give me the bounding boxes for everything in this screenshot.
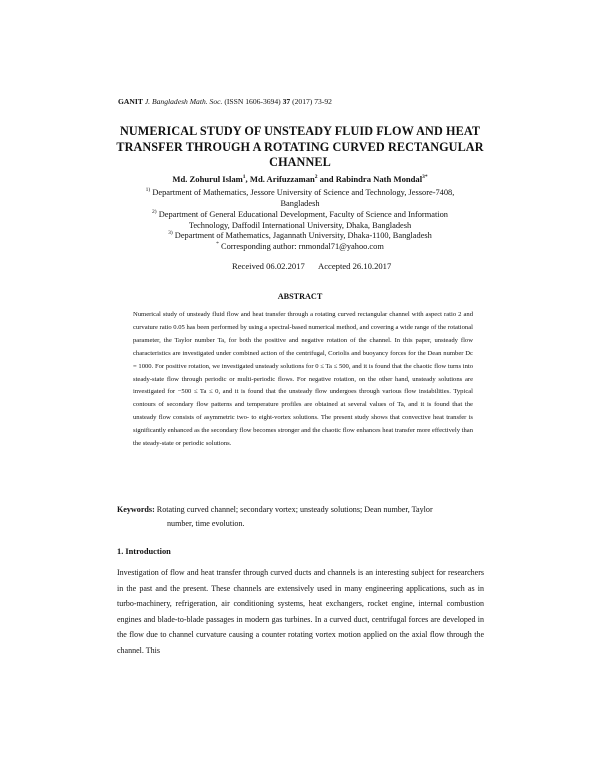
journal-abbr: GANIT xyxy=(118,97,143,106)
section-heading-introduction: 1. Introduction xyxy=(117,547,171,556)
keywords-line-1: Rotating curved channel; secondary vortex; unsteady solutions; Dean number, Taylor xyxy=(156,505,433,514)
journal-volume: 37 xyxy=(282,97,291,106)
affiliation-2-sup: 2) xyxy=(152,209,157,215)
journal-issn: (ISSN 1606-3694) xyxy=(224,97,281,106)
author-1: Md. Zohurul Islam xyxy=(172,174,243,184)
author-1-sup: 1 xyxy=(242,174,246,181)
affiliation-3-sup: 3) xyxy=(168,230,173,236)
corresponding-sup: * xyxy=(216,241,219,247)
author-2: Md. Arifuzzaman xyxy=(249,174,315,184)
affiliation-1-sup: 1) xyxy=(145,187,151,193)
journal-year-pages: (2017) 73-92 xyxy=(292,97,332,106)
corresponding-author xyxy=(140,239,460,252)
keywords-label: Keywords: xyxy=(117,505,155,514)
accepted-date: Accepted 26.10.2017 xyxy=(318,261,392,271)
introduction-text: Investigation of flow and heat transfer through curved ducts and channels is an interesting subject for researchers in the past and the present. These channels are extensively used in many engineering applications, such as in turbo-machinery, refrigeration, air conditioning systems, heat exchangers, rocket engine, internal combustion engines and blade-to-blade passages in modern gas turbines. In a curved duct, centrifugal forces are developed in the flow due to channel curvature causing a counter rotating vortex motion applied on the axial flow through the channel. This xyxy=(117,568,484,655)
author-separator: and xyxy=(317,174,336,184)
author-3-sup: 3* xyxy=(422,174,428,181)
affiliation-1 xyxy=(140,185,460,209)
received-date: Received 06.02.2017 xyxy=(232,261,305,271)
paper-title: NUMERICAL STUDY OF UNSTEADY FLUID FLOW AND HEAT TRANSFER THROUGH A ROTATING CURVED RECTANGULAR CHANNEL xyxy=(116,124,484,169)
author-2-sup: 2 xyxy=(314,174,318,181)
affiliation-2-text: Department of General Educational Development, Faculty of Science and Information Technology, Daffodil International University, Dhaka, Bangladesh xyxy=(158,209,448,230)
corresponding-text: Corresponding author: rnmondal71@yahoo.com xyxy=(220,241,384,251)
journal-header xyxy=(118,97,332,106)
author-3: Rabindra Nath Mondal xyxy=(335,174,423,184)
journal-name: J. Bangladesh Math. Soc. xyxy=(144,97,223,106)
abstract-heading: ABSTRACT xyxy=(277,292,323,301)
keywords-block xyxy=(117,503,482,531)
keywords-line-2: number, time evolution. xyxy=(167,519,245,528)
author-list: Md. Zohurul Islam$^1$, Md. Arifuzzaman$^2$ and Rabindra Nath Mondal$^{3*}$ xyxy=(172,174,428,184)
affiliation-1-text: Department of Mathematics, Jessore University of Science and Technology, Jessore-7408, Bangladesh xyxy=(152,187,455,208)
affiliation-3-text: Department of Mathematics, Jagannath University, Dhaka-1100, Bangladesh xyxy=(174,230,432,240)
abstract-text: Numerical study of unsteady fluid flow and heat transfer through a rotating curved rectangular channel with aspect ratio 2 and curvature ratio 0.05 has been performed by using a spectral-based numerical method, and covering a wide range of the rotational parameter, the Taylor number Ta, for both the positive and negative rotation of the channel. In this paper, unsteady flow characteristics are investigated under combined action of the centrifugal, Coriolis and buoyancy forces for the Dean number Dc = 1000. For positive rotation, we investigated unsteady solutions for 0 ≤ Ta ≤ 500, and it is found that the chaotic flow turns into steady-state flow through periodic or multi-periodic flows. For negative rotation, on the other hand, unsteady solutions are investigated for −500 ≤ Ta ≤ 0, and it is found that the unsteady flow undergoes through various flow instabilities. Typical contours of secondary flow patterns and temperature profiles are obtained at several values of Ta, and it is found that the unsteady flow consists of asymmetric two- to eight-vortex solutions. The present study shows that convective heat transfer is significantly enhanced as the secondary flow becomes stronger and the chaotic flow enhances heat transfer more effectively than the steady-state or periodic solutions. xyxy=(133,311,473,448)
